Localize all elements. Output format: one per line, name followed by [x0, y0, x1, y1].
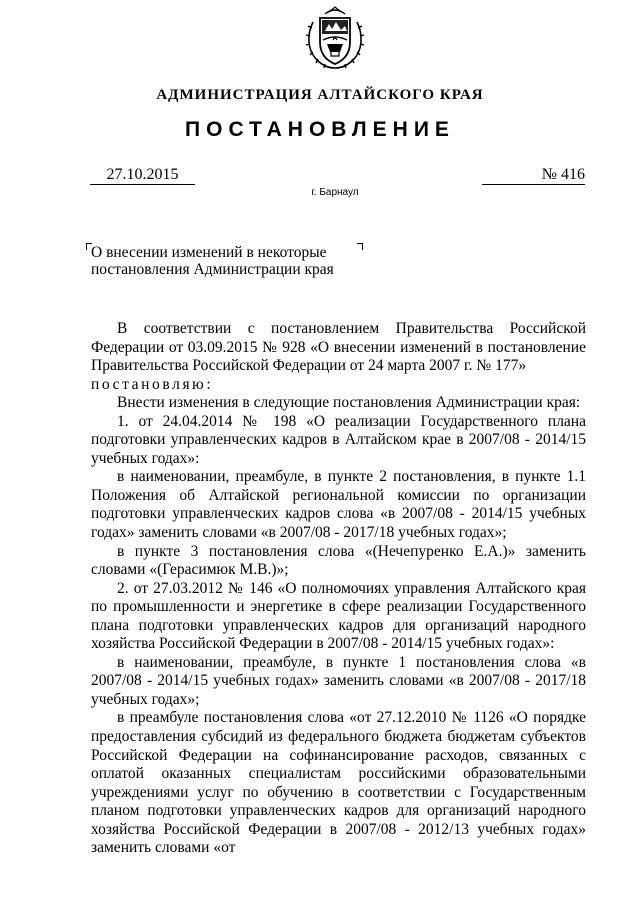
document-city: г. Барнаул: [311, 187, 359, 198]
paragraph-item-1-change-a: в наименовании, преамбуле, в пункте 2 постановления, в пункте 1.1 Положения об Алтайской региональной комиссии по организации подготовки управленческих кадров слова «в 2007/08 - 2014/15 учебных годах» заменить словами «в 2007/08 - 2017/18 учебных годах»;: [91, 468, 586, 542]
preamble-text: В соответствии с постановлением Правительства Российской Федерации от 03.09.2015 № 928 «О внесении изменений в постановление Правительства Российской Федерации от 24 марта 2007 г. № 177»: [91, 320, 586, 375]
document-number: № 416: [482, 166, 585, 185]
document-date: 27.10.2015: [90, 166, 195, 185]
paragraph-intro: Внести изменения в следующие постановления Администрации края:: [117, 394, 581, 412]
paragraph-item-1-change-b: в пункте 3 постановления слова «(Нечепуренко Е.А.)» заменить словами «(Герасимюк М.В.)»;: [91, 542, 586, 579]
paragraph-item-2-change-b: в преамбуле постановления слова «от 27.12.2010 № 1126 «О порядке предоставления субсидий из федерального бюджета бюджетам субъектов Российской Федерации на софинансирование расходов, связанных с оплатой оказанных специалистам российскими образовательными учреждениями услуг по обучению в соответствии с Государственным планом подготовки управленческих кадров для организаций народного хозяйства Российской Федерации в 2007/08 - 2012/13 учебных годах» заменить словами «от: [91, 709, 586, 857]
paragraph-item-2: 2. от 27.03.2012 № 146 «О полномочиях управления Алтайского края по промышленности и энергетике в сфере реализации Государственного плана подготовки управленческих кадров для организаций народного хозяйства Российской Федерации в 2007/08 - 2014/15 учебных годах»:: [91, 579, 586, 653]
document-body: [91, 320, 586, 858]
paragraph-preamble: [91, 320, 586, 394]
paragraph-item-1: 1. от 24.04.2014 № 198 «О реализации Государственного плана подготовки управленческих кадров в Алтайском крае в 2007/08 - 2014/15 учебных годах»:: [91, 412, 586, 467]
paragraph-item-2-change-a: в наименовании, преамбуле, в пункте 1 постановления слова «в 2007/08 - 2014/15 учебных годах» заменить словами «в 2007/08 - 2017/18 учебных годах»;: [91, 653, 586, 708]
organization-name: АДМИНИСТРАЦИЯ АЛТАЙСКОГО КРАЯ: [156, 87, 484, 103]
resolve-word: постановляю:: [91, 375, 214, 393]
document-subject: О внесении изменений в некоторые постановления Администрации края: [91, 244, 334, 278]
coat-of-arms-icon: [303, 4, 367, 72]
document-type-title: ПОСТАНОВЛЕНИЕ: [185, 118, 455, 141]
